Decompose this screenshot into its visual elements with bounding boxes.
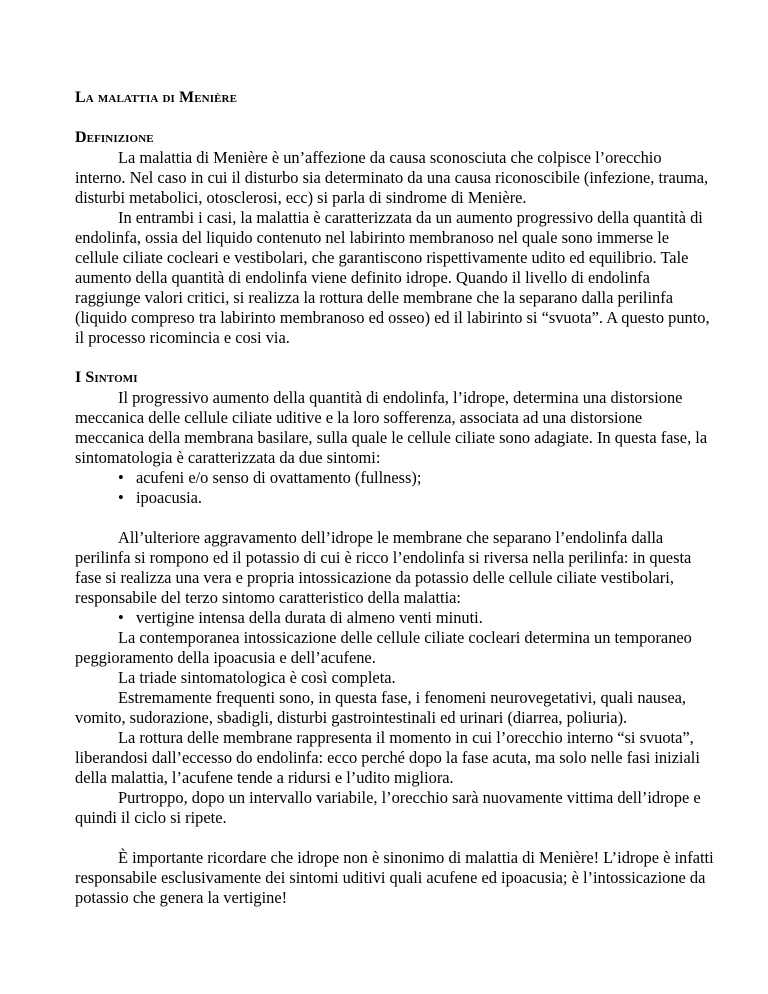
section-heading-definizione: Definizione — [75, 129, 154, 146]
list-item: • acufeni e/o senso di ovattamento (fullness); — [118, 468, 715, 488]
symptoms-paragraph-4: La triade sintomatologica è così completa. — [118, 668, 396, 687]
symptoms-paragraph-7: Purtroppo, dopo un intervallo variabile, l’orecchio sarà nuovamente vittima dell’idrope e quindi il ciclo si ripete. — [75, 788, 701, 827]
closing-paragraph: È importante ricordare che idrope non è sinonimo di malattia di Menière! L’idrope è infatti responsabile esclusivamente dei sintomi uditivi quali acufene ed ipoacusia; è l’intossicazione da potassio che genera la vertigine! — [75, 848, 714, 907]
symptoms-paragraph-3: La contemporanea intossicazione delle cellule ciliate cocleari determina un temporaneo peggioramento della ipoacusia e dell’acufene. — [75, 628, 692, 667]
list-item: • ipoacusia. — [118, 488, 715, 508]
document-page — [75, 88, 715, 908]
section-heading-sintomi: I Sintomi — [75, 369, 138, 386]
symptoms-paragraph-2: All’ulteriore aggravamento dell’idrope le membrane che separano l’endolinfa dalla perilinfa si rompono ed il potassio di cui è ricco l’endolinfa si riversa nella perilinfa: in questa fase si realizza una vera e propria intossicazione da potassio delle cellule ciliate vestibolari, responsabile del terzo sintomo caratteristico della malattia: — [75, 528, 692, 607]
symptoms-paragraph-5: Estremamente frequenti sono, in questa fase, i fenomeni neurovegetativi, quali nausea, vomito, sudorazione, sbadigli, disturbi gastrointestinali ed urinari (diarrea, poliuria). — [75, 688, 687, 727]
list-item: • vertigine intensa della durata di almeno venti minuti. — [118, 608, 715, 628]
spacer — [75, 348, 715, 368]
document-title: La malattia di Menière — [75, 89, 238, 106]
symptoms-paragraph-6: La rottura delle membrane rappresenta il momento in cui l’orecchio interno “si svuota”, liberandosi dall’eccesso do endolinfa: ecco perché dopo la fase acuta, ma solo nelle fasi iniziali della malattia, l’acufene tende a ridursi e l’udito migliora. — [75, 728, 700, 787]
symptoms-intro-paragraph: Il progressivo aumento della quantità di endolinfa, l’idrope, determina una distorsione meccanica delle cellule ciliate uditive e la loro sofferenza, associata ad una distorsione meccanica della membrana basilare, sulla quale le cellule ciliate sono adagiate. In questa fase, la sintomatologia è caratterizzata da due sintomi: — [75, 388, 708, 467]
symptom-list-1 — [75, 468, 715, 508]
definition-paragraph-2: In entrambi i casi, la malattia è caratterizzata da un aumento progressivo della quantità di endolinfa, ossia del liquido contenuto nel labirinto membranoso nel quale sono immerse le cellule ciliate cocleari e vestibolari, che garantiscono rispettivamente udito ed equilibrio. Tale aumento della quantità di endolinfa viene definito idrope. Quando il livello di endolinfa raggiunge valori critici, si realizza la rottura delle membrane che la separano dalla perilinfa (liquido compreso tra labirinto membranoso ed osseo) ed il labirinto si “svuota”. A questo punto, il processo ricomincia e cosi via. — [75, 208, 710, 347]
spacer — [75, 828, 715, 848]
definition-paragraph-1: La malattia di Menière è un’affezione da causa sconosciuta che colpisce l’orecchio interno. Nel caso in cui il disturbo sia determinato da una causa riconoscibile (infezione, trauma, disturbi metabolici, otosclerosi, ecc) si parla di sindrome di Menière. — [75, 148, 709, 207]
symptom-list-2 — [75, 608, 715, 628]
spacer — [75, 508, 715, 528]
